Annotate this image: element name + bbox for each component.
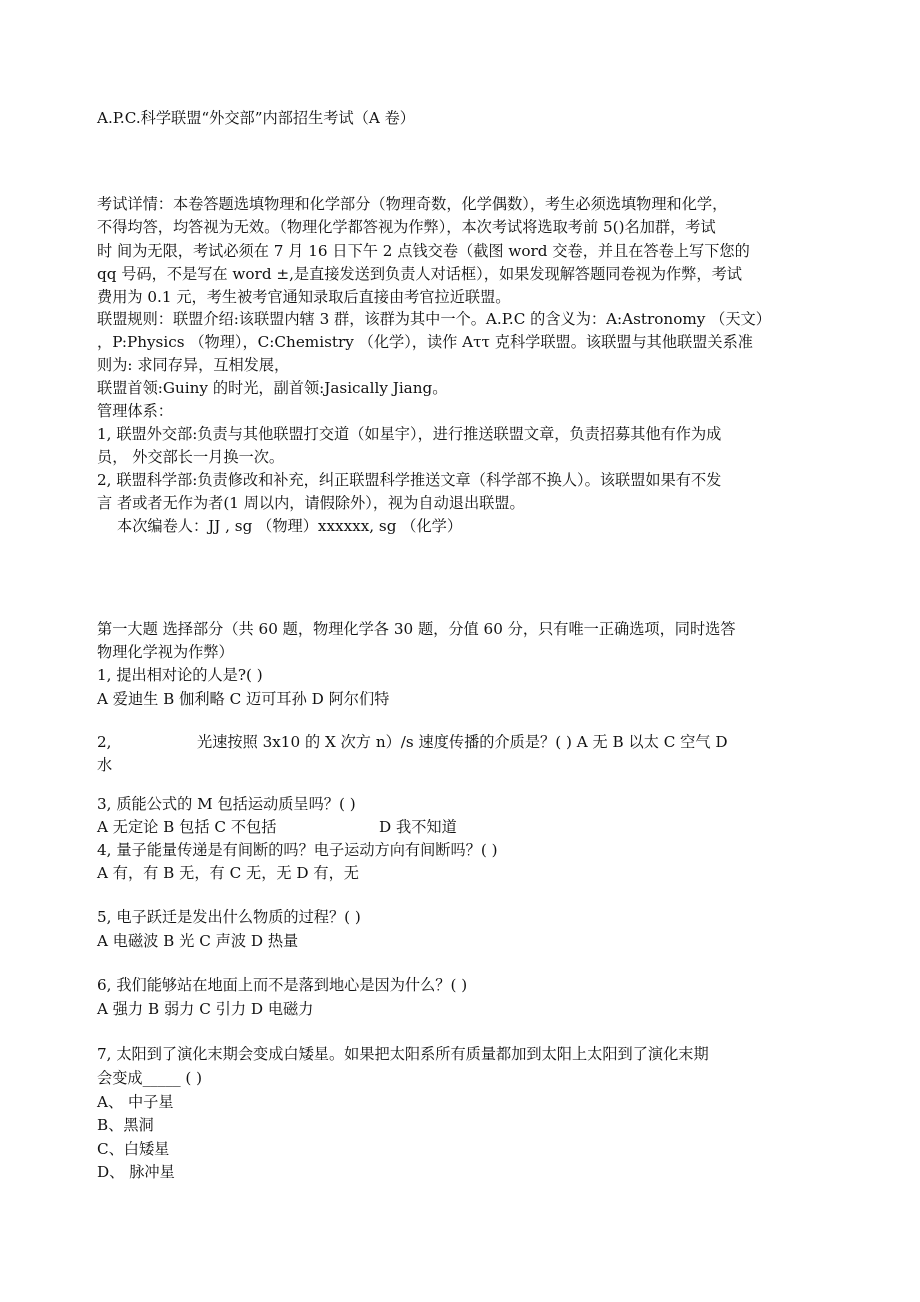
question-7-option-c: C、白矮星 — [97, 1140, 170, 1158]
question-4: 4, 量子能量传递是有间断的吗？电子运动方向有间断吗？( ) — [97, 841, 498, 859]
question-3-option-d: D 我不知道 — [379, 818, 457, 836]
management-line-1: 1, 联盟外交部:负责与其他联盟打交道（如星宇），进行推送联盟文章，负责招募其他有作为成 — [97, 425, 722, 443]
details-line-3: 时 间为无限，考试必须在 7 月 16 日下午 2 点钱交卷（截图 word 交卷，并且在答卷上写下您的 — [97, 242, 750, 260]
details-line-1: 考试详情：本卷答题选填物理和化学部分（物理奇数，化学偶数），考生必须选填物理和化学， — [97, 195, 728, 213]
question-3: 3, 质能公式的 M 包括运动质呈吗？( ) — [97, 795, 356, 813]
management-heading: 管理体系： — [97, 402, 173, 420]
section-heading-line-2: 物理化学视为作弊） — [97, 643, 234, 661]
question-6: 6, 我们能够站在地面上而不是落到地心是因为什么？( ) — [97, 976, 468, 994]
question-5: 5, 电子跃迁是发出什么物质的过程？( ) — [97, 908, 361, 926]
exam-title: A.P.C.科学联盟“外交部”内部招生考试（A 卷） — [97, 109, 415, 127]
question-2: 光速按照 3x10 的 X 次方 n）/s 速度传播的介质是？( ) A 无 B 以太 C 空气 D — [197, 733, 728, 751]
question-3-options: A 无定论 B 包括 C 不包括 — [97, 818, 277, 836]
rules-line-1: 联盟规则：联盟介绍:该联盟内辖 3 群，该群为其中一个。A.P.C 的含义为：A:Astronomy （天文） — [97, 310, 771, 328]
details-line-2: 不得均答，均答视为无效。（物理化学都答视为作弊），本次考试将选取考前 5()名加群，考试 — [97, 218, 716, 236]
question-7-line-1: 7, 太阳到了演化末期会变成白矮星。如果把太阳系所有质量都加到太阳上太阳到了演化末期 — [97, 1045, 709, 1063]
question-7-option-a: A、 中子星 — [97, 1093, 174, 1111]
question-7-option-b: B、黑洞 — [97, 1116, 154, 1134]
question-2-continuation: 水 — [97, 756, 113, 774]
section-heading-line-1: 第一大题 选择部分（共 60 题，物理化学各 30 题，分值 60 分，只有唯一正确选项，同时选答 — [97, 620, 736, 638]
management-line-2: 员， 外交部长一月换一次。 — [97, 448, 285, 466]
rules-line-2: ，P:Physics （物理），C:Chemistry （化学），读作 Aττ 克科学联盟。该联盟与其他联盟关系准 — [97, 333, 753, 351]
editors-line: 本次编卷人：JJ , sg （物理）xxxxxx, sg （化学） — [117, 517, 463, 535]
rules-line-3: 则为: 求同存异，互相发展， — [97, 356, 290, 374]
question-6-options: A 强力 B 弱力 C 引力 D 电磁力 — [97, 1000, 314, 1018]
details-line-4: qq 号码，不是写在 word ±,是直接发送到负责人对话框），如果发现解答题同卷视为作弊，考试 — [97, 265, 742, 283]
question-5-options: A 电磁波 B 光 C 声波 D 热量 — [97, 932, 299, 950]
question-1: 1, 提出相对论的人是?( ) — [97, 666, 263, 684]
details-line-5: 费用为 0.1 元，考生被考官通知录取后直接由考官拉近联盟。 — [97, 288, 511, 306]
question-7-option-d: D、 脉冲星 — [97, 1163, 175, 1181]
management-line-4: 言 者或者无作为者(1 周以内，请假除外），视为自动退出联盟。 — [97, 494, 525, 512]
leaders-line: 联盟首领:Guiny 的时光，副首领:Jasically Jiang。 — [97, 379, 448, 397]
question-1-options: A 爱迪生 B 伽利略 C 迈可耳孙 D 阿尔们特 — [97, 690, 390, 708]
management-line-3: 2, 联盟科学部:负责修改和补充，纠正联盟科学推送文章（科学部不换人）。该联盟如果有不发 — [97, 471, 722, 489]
question-7-line-2: 会变成_____ ( ) — [97, 1069, 203, 1087]
question-2-number: 2, — [97, 733, 112, 751]
question-4-options: A 有，有 B 无，有 C 无，无 D 有，无 — [97, 864, 359, 882]
